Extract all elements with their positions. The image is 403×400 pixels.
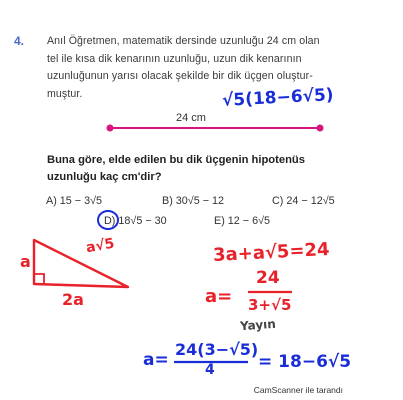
option-d-circle-mark	[95, 208, 121, 232]
prompt-line: uzunluğu kaç cm'dir?	[47, 170, 162, 183]
segment-label: 24 cm	[176, 112, 206, 124]
fraction-bar	[246, 289, 296, 295]
equation-a-label: a=	[205, 286, 233, 307]
question-prompt	[47, 152, 367, 185]
question-line: Anıl Öğretmen, matematik dersinde uzunluğu 24 cm olan	[47, 35, 320, 47]
equation-sum: 3a+a√5=24	[212, 238, 331, 267]
question-line: tel ile kısa dik kenarının uzunluğu, uzun dik kenarının	[47, 52, 302, 65]
final-fraction-denominator: 4	[205, 362, 215, 378]
wire-segment	[100, 120, 330, 136]
question-line: muştur.	[47, 87, 83, 100]
question-line: uzunluğunun yarısı olacak şekilde bir dik üçgen oluştur-	[47, 70, 313, 82]
final-fraction-numerator: 24(3−√5)	[175, 340, 259, 359]
option-c[interactable]: C) 24 − 12√5	[272, 195, 335, 207]
triangle-side-a: a	[20, 252, 31, 271]
question-number: 4.	[14, 34, 25, 48]
triangle-bottom-label: 2a	[62, 290, 84, 309]
final-equation-left: a=	[143, 350, 169, 370]
fraction-denominator: 3+√5	[248, 296, 292, 314]
handwritten-note: Yayın	[239, 316, 277, 334]
handwritten-answer-top: √5(18−6√5)	[221, 85, 335, 111]
option-e[interactable]: E) 12 − 6√5	[214, 215, 271, 227]
triangle-hypotenuse-label: a√5	[84, 235, 116, 257]
prompt-line: Buna göre, elde edilen bu dik üçgenin hipotenüs	[47, 154, 305, 166]
option-a[interactable]: A) 15 − 3√5	[46, 195, 103, 207]
option-b[interactable]: B) 30√5 − 12	[162, 195, 225, 207]
fraction-numerator: 24	[256, 268, 280, 288]
final-equation-right: = 18−6√5	[258, 352, 352, 372]
scanner-watermark: CamScanner ile tarandı	[253, 385, 343, 395]
option-d[interactable]: D) 18√5 − 30	[104, 215, 167, 227]
segment-endpoint-left	[107, 125, 114, 132]
segment-endpoint-right	[317, 125, 324, 132]
